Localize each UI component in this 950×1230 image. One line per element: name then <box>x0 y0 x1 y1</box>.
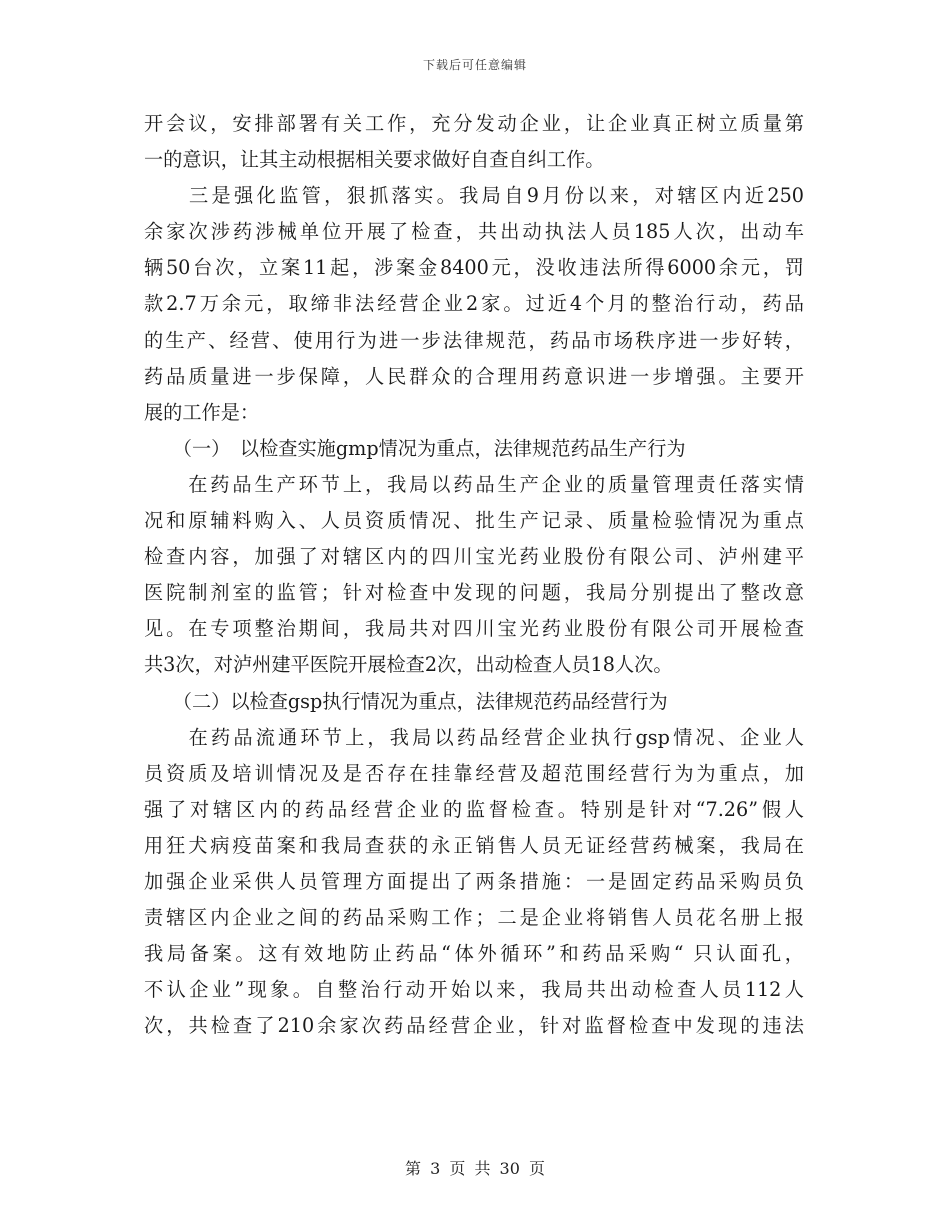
text-line: 在药品生产环节上，我局以药品生产企业的质量管理责任落实情 <box>144 472 804 496</box>
text-line: 开会议，安排部署有关工作，充分发动企业，让企业真正树立质量第 <box>144 112 804 135</box>
text-line: 况和原辅料购入、人员资质情况、批生产记录、质量检验情况为重点 <box>144 509 804 533</box>
page-header-note: 下载后可任意编辑 <box>422 58 527 72</box>
text-line: 检查内容，加强了对辖区内的四川宝光药业股份有限公司、泸州建平 <box>144 545 804 569</box>
page-number-footer: 第 3 页 共 30 页 <box>405 1159 545 1178</box>
text-line: 的生产、经营、使用行为进一步法律规范，药品市场秩序进一步好转， <box>144 328 804 352</box>
text-line: 次，共检查了210余家次药品经营企业，针对监督检查中发现的违法 <box>144 1014 804 1038</box>
text-line: 强了对辖区内的药品经营企业的监督检查。特别是针对“7.26”假人 <box>144 797 804 821</box>
text-line: 辆50台次，立案11起，涉案金8400元，没收违法所得6000余元，罚 <box>144 256 804 280</box>
text-line: 员资质及培训情况及是否存在挂靠经营及超范围经营行为为重点，加 <box>144 761 804 785</box>
text-line: 见。在专项整治期间，我局共对四川宝光药业股份有限公司开展检查 <box>144 617 804 641</box>
text-line: 共3次，对泸州建平医院开展检查2次，出动检查人员18人次。 <box>144 653 673 677</box>
section-heading: （一） 以检查实施gmp情况为重点，法律规范药品生产行为 <box>144 436 686 460</box>
text-line: 在药品流通环节上，我局以药品经营企业执行gsp情况、企业人 <box>144 725 804 749</box>
text-line: 用狂犬病疫苗案和我局查获的永正销售人员无证经营药械案，我局在 <box>144 833 804 857</box>
section-heading: （二）以检查gsp执行情况为重点，法律规范药品经营行为 <box>144 689 668 713</box>
text-line: 三是强化监管，狠抓落实。我局自9月份以来，对辖区内近250 <box>144 184 804 208</box>
text-line: 一的意识，让其主动根据相关要求做好自查自纠工作。 <box>144 148 605 172</box>
text-line: 加强企业采供人员管理方面提出了两条措施：一是固定药品采购员负 <box>144 869 804 893</box>
text-line: 款2.7万余元，取缔非法经营企业2家。过近4个月的整治行动，药品 <box>144 292 804 316</box>
text-line: 医院制剂室的监管；针对检查中发现的问题，我局分别提出了整改意 <box>144 581 804 605</box>
text-line: 展的工作是： <box>144 400 260 424</box>
text-line: 我局备案。这有效地防止药品“体外循环”和药品采购“ 只认面孔， <box>144 942 804 966</box>
document-body <box>144 106 804 1044</box>
text-line: 余家次涉药涉械单位开展了检查，共出动执法人员185人次，出动车 <box>144 220 804 244</box>
text-line: 药品质量进一步保障，人民群众的合理用药意识进一步增强。主要开 <box>144 364 804 388</box>
text-line: 责辖区内企业之间的药品采购工作；二是企业将销售人员花名册上报 <box>144 906 804 930</box>
text-line: 不认企业”现象。自整治行动开始以来，我局共出动检查人员112人 <box>144 978 804 1002</box>
